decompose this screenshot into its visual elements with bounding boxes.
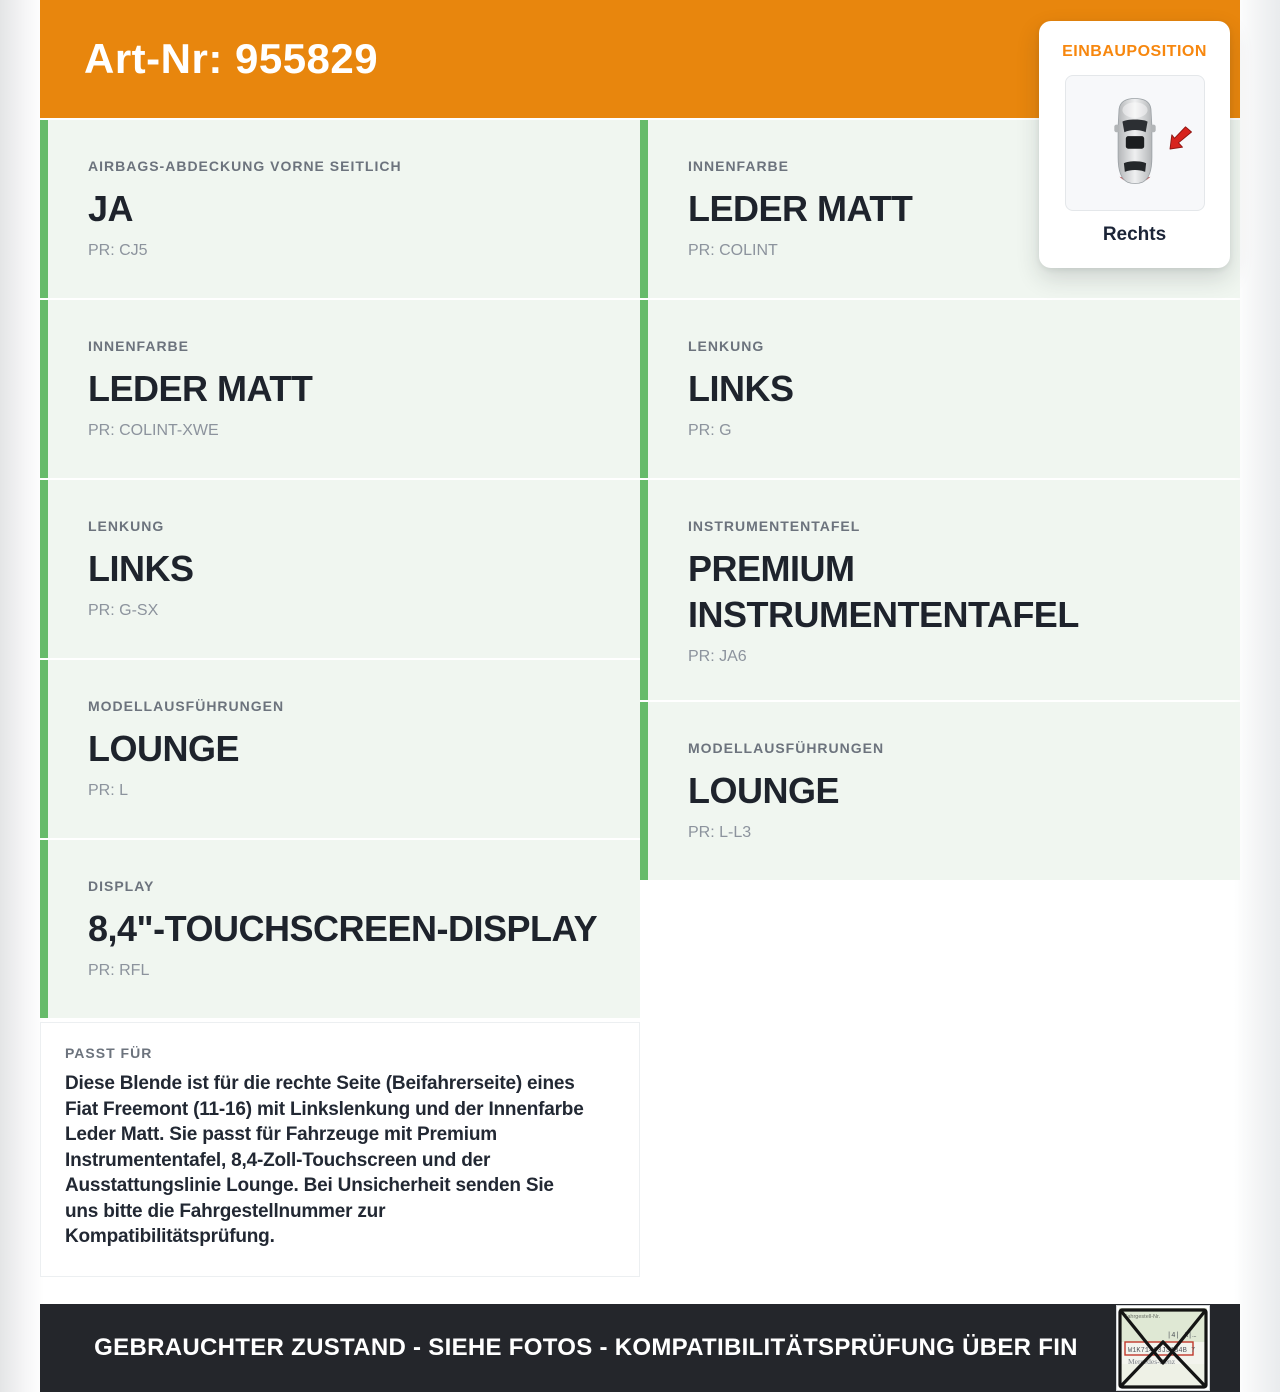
einbauposition-value: Rechts (1102, 224, 1167, 245)
content-container (40, 0, 1240, 1392)
attribute-card (640, 480, 1240, 700)
attribute-value: 8,4"-TOUCHSCREEN-DISPLAY (88, 908, 598, 949)
car-top-view-icon (1106, 95, 1164, 192)
attribute-value: LEDER MATT (688, 188, 913, 229)
attribute-label: INNENFARBE (688, 158, 790, 174)
attribute-pr-code: PR: L-L3 (688, 824, 752, 841)
attribute-value: LOUNGE (688, 770, 840, 811)
brand-text: Mercedes-Benz (1128, 1357, 1176, 1366)
attribute-pr-code: PR: G-SX (88, 602, 159, 619)
attribute-label: LENKUNG (88, 518, 165, 534)
attribute-card (40, 660, 640, 838)
attribute-card (640, 300, 1240, 478)
attribute-pr-code: PR: COLINT-XWE (88, 422, 219, 439)
attributes-column-left (40, 120, 640, 1277)
attribute-pr-code: PR: G (688, 422, 732, 439)
attribute-pr-code: PR: RFL (88, 962, 150, 979)
attribute-value: PREMIUM INSTRUMENTENTAFEL (688, 548, 1079, 635)
attribute-label: INNENFARBE (88, 338, 190, 354)
einbauposition-title: EINBAUPOSITION (1062, 43, 1207, 60)
attribute-value: LEDER MATT (88, 368, 313, 409)
svg-text:|4| A|…: |4| A|… (1167, 1332, 1197, 1340)
footer-note: GEBRAUCHTER ZUSTAND - SIEHE FOTOS - KOMPATIBILITÄTSPRÜFUNG ÜBER FIN (94, 1334, 1078, 1361)
fin-document-image (1116, 1305, 1210, 1391)
doc-field-label: Fahrgestell-Nr. (1124, 1314, 1161, 1320)
attribute-label: AIRBAGS-ABDECKUNG VORNE SEITLICH (88, 158, 402, 174)
attribute-label: INSTRUMENTENTAFEL (688, 518, 861, 534)
attribute-pr-code: PR: CJ5 (88, 242, 148, 259)
attribute-card (40, 300, 640, 478)
attribute-value: LINKS (688, 368, 794, 409)
attribute-label: MODELLAUSFÜHRUNGEN (88, 698, 285, 714)
attribute-value: LOUNGE (88, 728, 240, 769)
attribute-pr-code: PR: L (88, 782, 129, 799)
attributes-area (40, 120, 1240, 1277)
attribute-pr-code: PR: JA6 (688, 648, 747, 665)
attribute-card (640, 702, 1240, 880)
attribute-label: MODELLAUSFÜHRUNGEN (688, 740, 885, 756)
position-arrow-icon (1168, 126, 1194, 156)
einbauposition-card (1039, 21, 1230, 268)
attribute-pr-code: PR: COLINT (688, 242, 778, 259)
page-title: Art-Nr: 955829 (84, 35, 379, 82)
footer-bar (40, 1304, 1240, 1392)
passt-fuer-card (40, 1022, 640, 1277)
attribute-card (40, 840, 640, 1018)
attribute-label: LENKUNG (688, 338, 765, 354)
attribute-label: DISPLAY (88, 878, 155, 894)
attribute-value: JA (88, 188, 134, 229)
passt-fuer-text: Diese Blende ist für die rechte Seite (Beifahrerseite) eines Fiat Freemont (11-16) mit Linkslenkung und der Innenfarbe Leder Matt. Sie passt für Fahrzeuge mit Premium Instrumententafel, 8,4-Zoll-Touchscreen und der Ausstattungslinie Lounge. Bei Unsicherheit senden Sie uns bitte die Fahrgestellnummer zur Kompatibilitätsprüfung. (65, 1073, 584, 1247)
vin-text: W1K71463J3134B 7 (1128, 1347, 1196, 1355)
einbauposition-image-frame (1065, 75, 1205, 211)
attribute-card (40, 480, 640, 658)
attribute-card (40, 120, 640, 298)
passt-fuer-label: PASST FÜR (65, 1045, 153, 1061)
attribute-value: LINKS (88, 548, 194, 589)
